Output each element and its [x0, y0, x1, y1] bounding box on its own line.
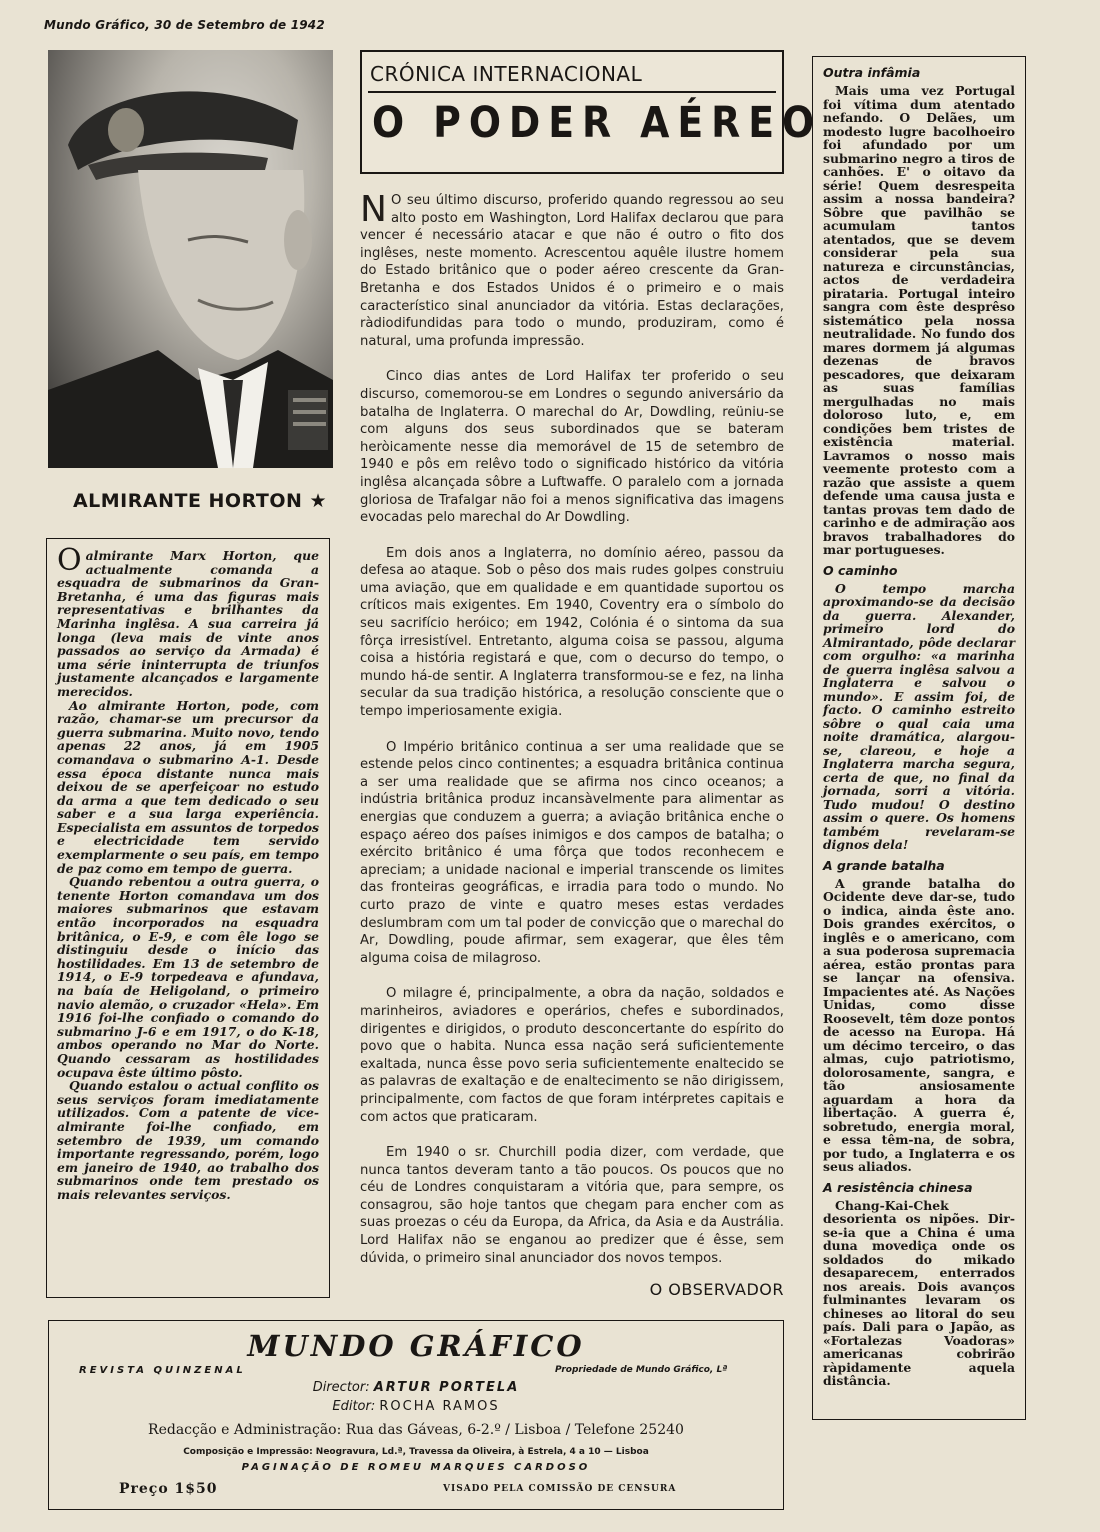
bio-paragraph: Quando estalou o actual conflito os seus serviços foram imediatamente utilizados. Com a patente de vice-almirante foi-lhe confiado, em setembro de 1939, um comando importante regressando, porém, logo em janeiro de 1940, ao trabalho dos submarinos onde tem prestado os mais relevantes serviços. — [57, 1078, 319, 1202]
photo-caption: ALMIRANTE HORTON ★ — [72, 490, 328, 512]
bio-paragraph: Ao almirante Horton, pode, com razão, chamar-se um precursor da guerra submarina. Muito novo, tendo apenas 22 anos, já em 1905 comandava o submarino A-1. Desde essa época distante nunca mais deixou de se aperfeiçoar no estudo da arma a que tem dedicado o seu saber e a sua larga experiência. Especialista em assuntos de torpedos e electricidade tem servido exemplarmente o seu país, em tempo de paz como em tempo de guerra. — [57, 697, 319, 876]
article-paragraph: Cinco dias antes de Lord Halifax ter proferido o seu discurso, comemorou-se em Londres o segundo aniversário da batalha de Inglaterra. O marechal do Ar, Dowdling, reüniu-se com alguns dos seus subordinados que se bateram heròicamente nesse dia memorável de 15 de setembro de 1940 e pôs em relêvo todo o significado histórico da vitória inglêsa alcançada sôbre a Luftwaffe. O paralelo com a jornada gloriosa de Trafalgar não foi a menos significativa das imagens evocadas pelo marechal do Ar Dowdling. — [360, 369, 784, 526]
sidebar-text: O tempo marcha aproximando-se da decisão da guerra. Alexander, primeiro lord do Almirantado, pôde declarar com orgulho: «a marinha de guerra inglêsa salvou a Inglaterra e salvou o mundo». E assim foi, de facto. O caminho estreito sôbre o qual caia uma noite dramática, alargou-se, clareou, e hoje a Inglaterra marcha segura, certa de que, no final da jornada, sorri a vitória. Tudo mudou! O destino assim o quere. Os homens também revelaram-se dignos dela! — [823, 580, 1015, 852]
admiral-portrait-photo — [48, 50, 333, 468]
sidebar-text: Chang-Kai-Chek desorienta os nipões. Dir-se-ia que a China é uma duna movediça onde os soldados do mikado desaparecem, enterrados nos areais. Dois avanços fulminantes levaram os chineses ao litoral do seu país. Dali para o Japão, as «Fortalezas Voadoras» americanas cobrirão ràpidamente aquela distância. — [823, 1197, 1015, 1388]
article-paragraph: O milagre é, principalmente, a obra da nação, soldados e marinheiros, aviadores e operários, chefes e subordinados, dirigentes e dirigidos, o produto desconcertante do espírito do povo que o habita. Nunca essa nação será suficientemente exaltada, nunca êsse povo seria suficientemente enaltecido se as palavras de exaltação e de enaltecimento se não dirigissem, principalmente, com factos de que foram intérpretes capitais e com actos que praticaram. — [360, 986, 784, 1125]
page-header: Mundo Gráfico, 30 de Setembro de 1942 — [44, 18, 325, 32]
sidebar-text: A grande batalha do Ocidente deve dar-se, tudo o indica, ainda êste ano. Dois grandes exércitos, o inglês e o americano, com a sua poderosa supremacia aérea, estão prontas para se lançar na ofensiva. Impacientes até. As Nações Unidas, como disse Roosevelt, têm doze pontos de acesso na Europa. Há um décimo terceiro, o das almas, cujo patriotismo, dolorosamente, sangra, e tão ansiosamente aguardam a hora da libertação. A guerra é, sobretudo, energia moral, e essa têm-na, de sobra, por tudo, a Inglaterra e os seus aliados. — [823, 875, 1015, 1174]
masthead-director: Director: ARTUR PORTELA — [312, 1380, 520, 1395]
section-rule — [368, 91, 776, 93]
masthead-paginacao: PAGINAÇÃO DE ROMEU MARQUES CARDOSO — [241, 1462, 591, 1473]
masthead-price: Preço 1$50 — [119, 1481, 218, 1497]
sidebar-heading: O caminho — [823, 562, 898, 578]
masthead-propriedade: Propriedade de Mundo Gráfico, Lª — [555, 1365, 728, 1375]
headline: O PODER AÉREO — [372, 98, 823, 148]
masthead-box — [48, 1320, 784, 1510]
bio-paragraph: Quando rebentou a outra guerra, o tenente Horton comandava um dos maiores submarinos que estavam então incorporados na esquadra britânica, o E-9, e com êle logo se distinguiu desde o início das hostilidades. Em 13 de setembro de 1914, o E-9 torpedeava e afundava, na baía de Heligoland, o primeiro navio alemão, o cruzador «Hela». Em 1916 foi-lhe confiado o comando do submarino J-6 e em 1917, o do K-18, ambos operando no Mar do Norte. Quando cessaram as hostilidades ocupava êste último pôsto. — [57, 874, 319, 1080]
masthead-composicao: Composição e Impressão: Neogravura, Ld.ª, Travessa da Oliveira, à Estrela, 4 a 10 — Lisboa — [183, 1447, 649, 1457]
sidebar-heading: A resistência chinesa — [823, 1179, 973, 1195]
masthead-redaccao: Redacção e Administração: Rua das Gáveas, 6-2.º / Lisboa / Telefone 25240 — [148, 1422, 684, 1438]
masthead-censorship: VISADO PELA COMISSÃO DE CENSURA — [443, 1484, 677, 1494]
sidebar-notes — [812, 56, 1026, 1420]
sidebar-text: Mais uma vez Portugal foi vítima dum atentado nefando. O Delães, um modesto lugre bacolhoeiro foi afundado por um submarino negro a tiros de canhões. E' o oitavo da série! Quem desrespeita assim a nossa bandeira? Sôbre que pavilhão se acumulam tantos atentados, que se devem considerar pela sua natureza e circunstâncias, actos de verdadeira pirataria. Portugal inteiro sangra com êste desprêso sistemático pela nossa neutralidade. No fundo dos mares dormem já algumas dezenas de bravos pescadores, que deixaram as suas famílias mergulhadas no mais doloroso luto, e, em condições bem tristes de existência material. Lavramos o nosso mais veemente protesto com a razão que assiste a quem defende uma causa justa e tantas provas tem dado de carinho e de admiração aos bravos trabalhadores do mar portugueses. — [823, 83, 1015, 557]
biography-box — [46, 538, 330, 1298]
masthead-revista: REVISTA QUINZENAL — [79, 1365, 246, 1376]
section-label: CRÓNICA INTERNACIONAL — [370, 62, 643, 86]
article-body — [360, 189, 784, 1285]
article-paragraph: Em 1940 o sr. Churchill podia dizer, com verdade, que nunca tantos deveram tanto a tão poucos. Os poucos que no céu de Londres conquistaram a vitória que, para sempre, os consagrou, são hoje tantos que chegam para encher com as suas proezas o céu da Europa, da Africa, da Asia e da Austrália. Lord Halifax não se enganou ao predizer que é êsse, sem dúvida, o primeiro sinal anunciador dos novos tempos. — [360, 1145, 784, 1266]
article-paragraph: O Império britânico continua a ser uma realidade que se estende pelos cinco continentes; a esquadra britânica continua a ser uma realidade que se afirma nos cinco oceanos; a indústria britânica produz incansàvelmente para alimentar as energias que conduzem a guerra; a aviação britânica enche o espaço aéreo dos países inimigos e dos campos de batalha; o exército britânico é uma fôrça que todos reconhecem e apreciam; a unidade nacional e imperial transcende os limites das fronteiras geográficas, e irradia para todo o mundo. No curto prazo de vinte e quatro meses estas verdades deslumbram com um tal poder de convicção que o marechal do Ar, Dowdling, poude afirmar, sem exagerar, que êles têm alguma coisa de milagroso. — [360, 739, 784, 966]
article-paragraph: N O seu último discurso, proferido quando regressou ao seu alto posto em Washington, Lord Halifax declarou que para vencer é necessário atacar e que não é outro o fito dos inglêses, neste momento. Acrescentou aquêle ilustre homem do Estado britânico que o poder aéreo crescente da Gran-Bretanha e dos Estados Unidos é o primeiro e o mais característico sinal anunciador da vitória. Estas declarações, ràdiodifundidas para todo o mundo, produziram, como é natural, uma profunda impressão. — [360, 189, 784, 349]
masthead-title: MUNDO GRÁFICO — [247, 1329, 585, 1363]
article-paragraph: Em dois anos a Inglaterra, no domínio aéreo, passou da defesa ao ataque. Sob o pêso dos mais rudes golpes construiu uma aviação, que em qualidade e em quantidade suportou os críticos mais exigentes. Em 1940, Coventry era o símbolo do seu sacrifício heróico; em 1942, Colónia é o sintoma da sua fôrça irresistível. Entretanto, alguma coisa se passou, alguma coisa a história registará e que, com o decurso do tempo, o mundo há-de sentir. A Inglaterra transformou-se e fez, na linha secular da sua tradição histórica, a resolução consciente que o tempo imperiosamente exigia. — [360, 545, 784, 720]
sidebar-heading: Outra infâmia — [823, 65, 921, 80]
bio-paragraph: Oalmirante Marx Horton, que actualmente comanda a esquadra de submarinos da Gran-Bretanha, é uma das figuras mais representativas e brilhantes da Marinha inglêsa. A sua carreira já longa (leva mais de vinte anos passados ao serviço da Armada) é uma série ininterrupta de triunfos justamente alcançados e largamente merecidos. — [57, 543, 319, 699]
sidebar-heading: A grande batalha — [823, 857, 945, 873]
masthead-editor: Editor: ROCHA RAMOS — [332, 1399, 500, 1414]
drop-cap: N — [360, 189, 387, 230]
article-signature: O OBSERVADOR — [649, 1280, 784, 1299]
